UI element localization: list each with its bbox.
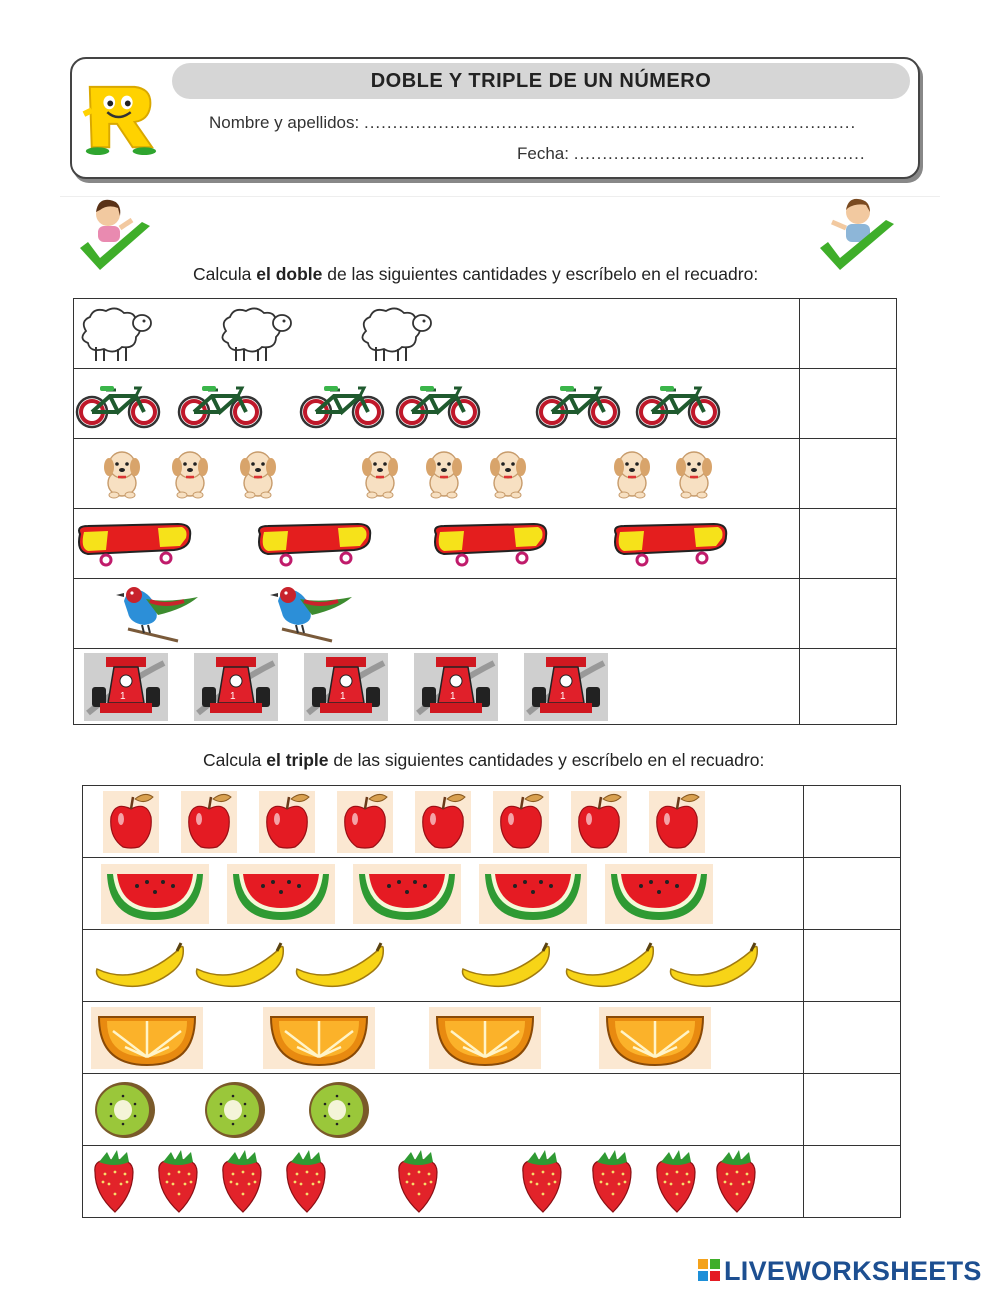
picture-cell xyxy=(74,649,800,725)
bicycle-icon xyxy=(176,378,264,430)
sheep-icon xyxy=(214,303,294,365)
answer-box[interactable] xyxy=(804,1074,901,1146)
picture-cell xyxy=(83,930,804,1002)
strawberry-icon xyxy=(153,1150,203,1214)
answer-box[interactable] xyxy=(800,299,897,369)
skateboard-icon xyxy=(430,520,550,568)
race-car-icon xyxy=(414,653,498,721)
race-car-icon xyxy=(524,653,608,721)
kiwi-icon xyxy=(203,1080,269,1140)
picture-cell xyxy=(83,858,804,930)
table-row xyxy=(83,1002,901,1074)
table-row xyxy=(83,930,901,1002)
answer-box[interactable] xyxy=(804,858,901,930)
bird-icon xyxy=(268,583,356,645)
name-dots: ...................................................................................... xyxy=(363,113,857,132)
answer-box[interactable] xyxy=(804,786,901,858)
watermelon-icon xyxy=(227,864,335,924)
puppy-icon xyxy=(422,447,466,501)
puppy-icon xyxy=(610,447,654,501)
banana-icon xyxy=(669,941,759,991)
sheep-icon xyxy=(74,303,154,365)
answer-box[interactable] xyxy=(804,930,901,1002)
picture-cell xyxy=(74,439,800,509)
answer-box[interactable] xyxy=(800,509,897,579)
puppy-icon xyxy=(100,447,144,501)
kiwi-icon xyxy=(93,1080,159,1140)
bicycle-icon xyxy=(394,378,482,430)
bicycle-icon xyxy=(74,378,162,430)
strawberry-icon xyxy=(281,1150,331,1214)
liveworksheets-logo[interactable] xyxy=(698,1256,982,1287)
table-row xyxy=(83,1146,901,1218)
watermelon-icon xyxy=(101,864,209,924)
table-row xyxy=(74,649,897,725)
triple-table xyxy=(82,785,901,1218)
bicycle-icon xyxy=(298,378,386,430)
orange-slice-icon xyxy=(91,1007,203,1069)
watermelon-icon xyxy=(605,864,713,924)
strawberry-icon xyxy=(587,1150,637,1214)
puppy-icon xyxy=(486,447,530,501)
header-box xyxy=(70,57,920,179)
strawberry-icon xyxy=(393,1150,443,1214)
divider xyxy=(60,196,940,197)
bicycle-icon xyxy=(634,378,722,430)
banana-icon xyxy=(295,941,385,991)
kiwi-icon xyxy=(307,1080,373,1140)
watermelon-icon xyxy=(479,864,587,924)
answer-box[interactable] xyxy=(800,649,897,725)
table-row xyxy=(74,439,897,509)
apple-icon xyxy=(571,791,627,853)
name-field[interactable] xyxy=(209,113,856,133)
picture-cell xyxy=(83,1002,804,1074)
table-row xyxy=(83,858,901,930)
apple-icon xyxy=(103,791,159,853)
puppy-icon xyxy=(236,447,280,501)
picture-cell xyxy=(83,1074,804,1146)
orange-slice-icon xyxy=(599,1007,711,1069)
apple-icon xyxy=(649,791,705,853)
skateboard-icon xyxy=(254,520,374,568)
puppy-icon xyxy=(358,447,402,501)
girl-check-icon xyxy=(74,196,154,278)
table-row xyxy=(83,1074,901,1146)
apple-icon xyxy=(337,791,393,853)
puppy-icon xyxy=(168,447,212,501)
strawberry-icon xyxy=(517,1150,567,1214)
race-car-icon xyxy=(84,653,168,721)
table-row xyxy=(83,786,901,858)
strawberry-icon xyxy=(217,1150,267,1214)
banana-icon xyxy=(565,941,655,991)
instruction-triple: Calcula el triple de las siguientes cantidades y escríbelo en el recuadro: xyxy=(203,750,765,770)
skateboard-icon xyxy=(74,520,194,568)
apple-icon xyxy=(415,791,471,853)
skateboard-icon xyxy=(610,520,730,568)
apple-icon xyxy=(181,791,237,853)
boy-check-icon xyxy=(816,194,896,276)
double-table xyxy=(73,298,897,725)
apple-icon xyxy=(493,791,549,853)
banana-icon xyxy=(461,941,551,991)
table-row xyxy=(74,299,897,369)
race-car-icon xyxy=(304,653,388,721)
apple-icon xyxy=(259,791,315,853)
mascot-logo xyxy=(80,81,158,157)
table-row xyxy=(74,509,897,579)
date-label: Fecha: xyxy=(517,144,569,163)
table-row xyxy=(74,369,897,439)
name-label: Nombre y apellidos: xyxy=(209,113,360,132)
answer-box[interactable] xyxy=(800,439,897,509)
table-row xyxy=(74,579,897,649)
brand-text: LIVEWORKSHEETS xyxy=(724,1256,982,1286)
answer-box[interactable] xyxy=(804,1146,901,1218)
bird-icon xyxy=(114,583,202,645)
strawberry-icon xyxy=(651,1150,701,1214)
page-title: DOBLE Y TRIPLE DE UN NÚMERO xyxy=(172,63,910,99)
orange-slice-icon xyxy=(429,1007,541,1069)
answer-box[interactable] xyxy=(804,1002,901,1074)
instruction-double: Calcula el doble de las siguientes cantidades y escríbelo en el recuadro: xyxy=(193,264,759,284)
answer-box[interactable] xyxy=(800,579,897,649)
sheep-icon xyxy=(354,303,434,365)
picture-cell xyxy=(74,299,800,369)
bicycle-icon xyxy=(534,378,622,430)
watermelon-icon xyxy=(353,864,461,924)
picture-cell xyxy=(74,509,800,579)
picture-cell xyxy=(74,579,800,649)
banana-icon xyxy=(195,941,285,991)
banana-icon xyxy=(95,941,185,991)
picture-cell xyxy=(83,1146,804,1218)
date-dots: ................................................... xyxy=(573,144,866,163)
liveworksheets-icon xyxy=(698,1259,720,1283)
race-car-icon xyxy=(194,653,278,721)
answer-box[interactable] xyxy=(800,369,897,439)
strawberry-icon xyxy=(89,1150,139,1214)
puppy-icon xyxy=(672,447,716,501)
picture-cell xyxy=(83,786,804,858)
picture-cell xyxy=(74,369,800,439)
date-field[interactable] xyxy=(517,144,866,164)
orange-slice-icon xyxy=(263,1007,375,1069)
strawberry-icon xyxy=(711,1150,761,1214)
